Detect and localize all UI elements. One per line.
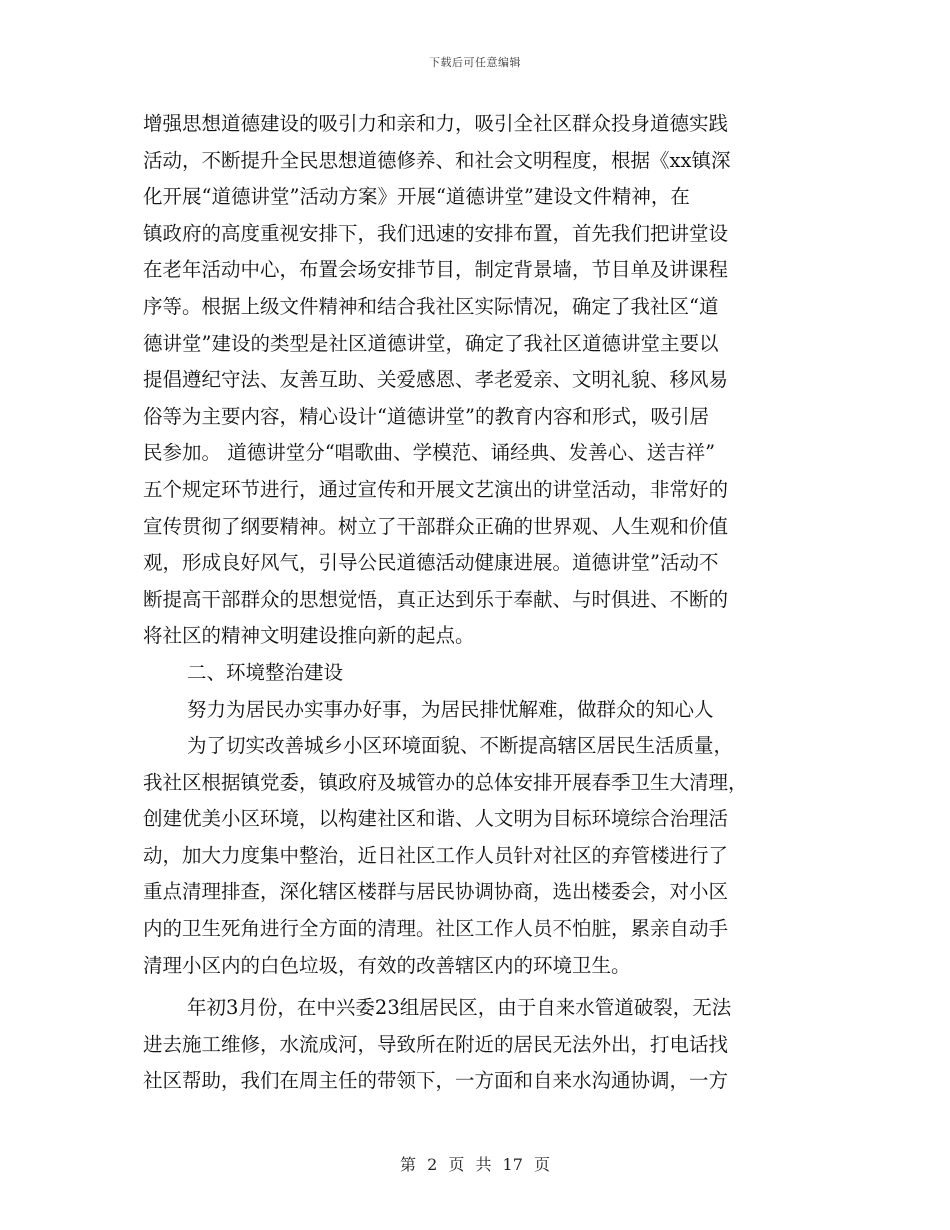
body-line: 宣传贯彻了纲要精神。树立了干部群众正确的世界观、人生观和价值: [143, 514, 729, 538]
body-line: 在老年活动中心，布置会场安排节目，制定背景墙，节目单及讲课程: [143, 258, 729, 282]
body-line: 断提高干部群众的思想觉悟，真正达到乐于奉献、与时俱进、不断的: [143, 587, 729, 611]
body-line: 俗等为主要内容，精心设计“道德讲堂”的教育内容和形式，吸引居: [143, 404, 709, 428]
body-line: 我社区根据镇党委，镇政府及城管办的总体安排开展春季卫生大清理，: [143, 770, 748, 794]
body-line: 清理小区内的白色垃圾，有效的改善辖区内的环境卫生。: [143, 953, 631, 977]
body-line: 五个规定环节进行，通过宣传和开展文艺演出的讲堂活动，非常好的: [143, 477, 729, 501]
body-line: 观，形成良好风气，引导公民道德活动健康进展。道德讲堂”活动不: [143, 551, 719, 575]
section-heading: 二、环境整治建设: [187, 660, 344, 684]
body-line: 动，加大力度集中整治，近日社区工作人员针对社区的弃管楼进行了: [143, 843, 729, 867]
body-line: 活动，不断提升全民思想道德修养、和社会文明程度，根据《xx镇深: [143, 148, 731, 172]
page-number-footer: 第 2 页 共 17 页: [400, 1155, 550, 1174]
document-body: [143, 106, 808, 1100]
body-line: 序等。根据上级文件精神和结合我社区实际情况，确定了我社区“道: [143, 294, 719, 318]
body-line: 镇政府的高度重视安排下，我们迅速的安排布置，首先我们把讲堂设: [143, 221, 729, 245]
body-line: 民参加。 道德讲堂分“唱歌曲、学模范、诵经典、发善心、送吉祥”: [143, 441, 716, 465]
body-line: 化开展“道德讲堂”活动方案》开展“道德讲堂”建设文件精神，在: [143, 185, 690, 209]
body-line: 内的卫生死角进行全方面的清理。社区工作人员不怕脏，累亲自动手: [143, 917, 729, 941]
body-line: 将社区的精神文明建设推向新的起点。: [143, 624, 475, 648]
body-line: 社区帮助，我们在周主任的带领下，一方面和自来水沟通协调，一方: [143, 1069, 729, 1093]
body-line: 努力为居民办实事办好事，为居民排忧解难，做群众的知心人: [187, 697, 714, 721]
body-line: 创建优美小区环境，以构建社区和谐、人文明为目标环境综合治理活: [143, 807, 729, 831]
page-header: 下载后可任意编辑: [429, 56, 521, 69]
body-line: 增强思想道德建设的吸引力和亲和力，吸引全社区群众投身道德实践: [143, 112, 729, 135]
body-line: 年初3月份，在中兴委23组居民区，由于自来水管道破裂，无法: [187, 996, 732, 1020]
body-line: 为了切实改善城乡小区环境面貌、不断提高辖区居民生活质量，: [187, 734, 734, 758]
body-line: 进去施工维修，水流成河，导致所在附近的居民无法外出，打电话找: [143, 1032, 729, 1056]
body-line: 德讲堂”建设的类型是社区道德讲堂，确定了我社区道德讲堂主要以: [143, 331, 719, 355]
body-line: 提倡遵纪守法、友善互助、关爱感恩、孝老爱亲、文明礼貌、移风易: [143, 368, 729, 392]
body-line: 重点清理排查，深化辖区楼群与居民协调协商，选出楼委会，对小区: [143, 880, 729, 904]
